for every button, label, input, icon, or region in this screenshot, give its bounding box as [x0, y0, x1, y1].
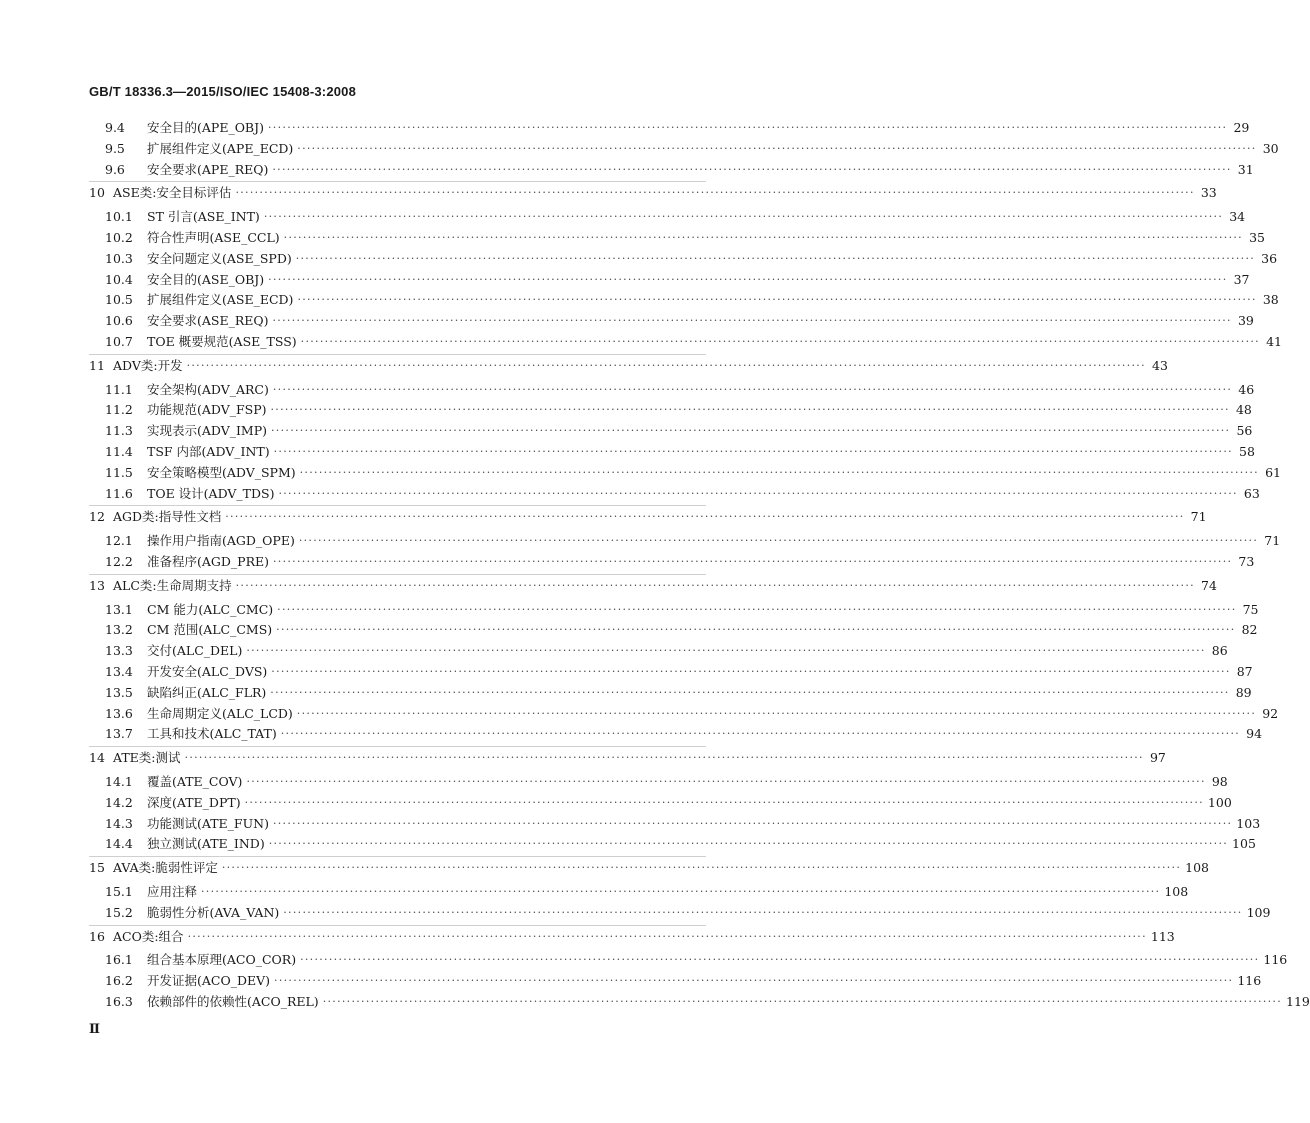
toc-entry-number: 13: [89, 577, 105, 593]
toc-subsection-entry[interactable]: [89, 290, 1279, 310]
toc-entry-number: 10.5: [105, 292, 133, 308]
toc-entry-number: 9.6: [105, 161, 125, 177]
toc-entry-number: 11.6: [105, 485, 133, 501]
toc-entry-page-number: 48: [1235, 402, 1252, 418]
toc-entry-title: 开发安全(ALC_DVS): [147, 664, 268, 679]
dot-leader: ········································································································································································································: [295, 251, 1256, 265]
toc-subsection-entry[interactable]: [89, 118, 1250, 138]
toc-entry-page-number: 100: [1207, 794, 1232, 810]
toc-entry-page-number: 46: [1238, 381, 1255, 397]
toc-entry-page-number: 86: [1211, 643, 1228, 659]
toc-subsection-entry[interactable]: [89, 228, 1265, 248]
section-divider: [89, 505, 706, 506]
toc-entry-page-number: 108: [1185, 860, 1210, 876]
toc-entry-page-number: 41: [1266, 334, 1282, 349]
toc-entry-title: TSF 内部(ADV_INT): [147, 444, 270, 459]
toc-entry-page-number: 35: [1249, 230, 1265, 245]
toc-entry-number: 10.4: [105, 271, 133, 287]
toc-entry-number: 10: [89, 185, 105, 201]
toc-subsection-entry[interactable]: [89, 531, 1281, 551]
toc-entry-title: 安全要求(APE_REQ): [147, 161, 269, 177]
toc-entry-number: 16: [89, 928, 105, 944]
dot-leader: ········································································································································································································: [184, 751, 1144, 765]
dot-leader: ········································································································································································································: [300, 953, 1260, 967]
toc-entry-number: 11.2: [105, 402, 133, 418]
toc-subsection-entry[interactable]: [89, 950, 1288, 970]
toc-entry-title: 安全问题定义(ASE_SPD): [147, 250, 292, 266]
dot-leader: ········································································································································································································: [296, 706, 1257, 720]
toc-entry-page-number: 116: [1263, 952, 1288, 968]
toc-entry-page-number: 30: [1262, 140, 1279, 156]
toc-entry-title: TOE 概要规范(ASE_TSS): [147, 334, 297, 349]
toc-subsection-entry[interactable]: [89, 882, 1189, 902]
toc-entry-title: ST 引言(ASE_INT): [147, 209, 260, 225]
toc-entry-title: 准备程序(AGD_PRE): [147, 554, 269, 569]
toc-entry-title: 深度(ATE_DPT): [147, 794, 241, 810]
toc-entry-number: 9.4: [105, 120, 125, 135]
toc-entry-number: 15.2: [105, 904, 133, 920]
toc-entry-title: 开发证据(ACO_DEV): [147, 973, 271, 989]
toc-subsection-entry[interactable]: [89, 772, 1228, 792]
toc-entry-number: 11.5: [105, 464, 133, 480]
toc-entry-number: 11.1: [105, 381, 133, 397]
toc-entry-title: 操作用户指南(AGD_OPE): [147, 533, 295, 549]
toc-subsection-entry[interactable]: [89, 207, 1246, 227]
toc-entry-title: CM 能力(ALC_CMC): [147, 601, 274, 617]
dot-leader: ········································································································································································································: [297, 293, 1257, 307]
toc-entry-page-number: 39: [1237, 313, 1254, 329]
toc-entry-number: 14.3: [105, 815, 133, 831]
toc-entry-title: AVA类:脆弱性评定: [113, 860, 218, 876]
dot-leader: ········································································································································································································: [298, 534, 1259, 548]
toc-entry-number: 11.4: [105, 444, 133, 459]
toc-entry-page-number: 36: [1261, 250, 1278, 266]
toc-entry-number: 16.1: [105, 952, 133, 968]
toc-entry-title: TOE 设计(ADV_TDS): [147, 485, 275, 501]
toc-entry-page-number: 71: [1190, 509, 1207, 525]
toc-entry-title: 实现表示(ADV_IMP): [147, 423, 268, 439]
toc-subsection-entry[interactable]: [89, 971, 1262, 991]
toc-entry-number: 13.6: [105, 705, 133, 721]
toc-section-entry[interactable]: [89, 858, 1210, 878]
toc-entry-number: 12.2: [105, 554, 133, 569]
toc-entry-number: 13.5: [105, 684, 133, 700]
toc-entry-title: 组合基本原理(ACO_COR): [147, 952, 297, 968]
toc-subsection-entry[interactable]: [89, 641, 1228, 661]
toc-subsection-entry[interactable]: [89, 903, 1271, 923]
toc-entry-page-number: 98: [1211, 774, 1228, 789]
toc-entry-title: CM 范围(ALC_CMS): [147, 622, 273, 638]
toc-entry-number: 13.7: [105, 726, 133, 742]
toc-entry-page-number: 94: [1246, 726, 1263, 742]
toc-entry-page-number: 58: [1239, 444, 1255, 459]
dot-leader: ········································································································································································································: [271, 665, 1231, 678]
toc-entry-page-number: 75: [1242, 601, 1259, 617]
toc-subsection-entry[interactable]: [89, 552, 1255, 572]
dot-leader: ········································································································································································································: [244, 795, 1204, 809]
dot-leader: ········································································································································································································: [278, 486, 1238, 500]
dot-leader: ········································································································································································································: [273, 555, 1233, 568]
toc-entry-title: 交付(ALC_DEL): [147, 643, 243, 659]
toc-entry-page-number: 87: [1236, 664, 1253, 679]
toc-entry-title: 安全目的(ASE_OBJ): [147, 271, 265, 287]
toc-entry-page-number: 33: [1200, 185, 1217, 201]
toc-entry-title: 安全策略模型(ADV_SPM): [147, 464, 296, 480]
dot-leader: ········································································································································································································: [280, 727, 1241, 741]
toc-entry-number: 10.3: [105, 250, 133, 266]
toc-entry-number: 14.2: [105, 794, 133, 810]
dot-leader: ········································································································································································································: [273, 445, 1233, 458]
toc-entry-page-number: 82: [1241, 622, 1258, 638]
toc-section-entry[interactable]: [89, 576, 1217, 596]
toc-entry-number: 14.4: [105, 836, 133, 852]
toc-entry-page-number: 61: [1265, 464, 1281, 480]
toc-entry-number: 13.2: [105, 622, 133, 638]
dot-leader: ········································································································································································································: [297, 141, 1257, 155]
dot-leader: ········································································································································································································: [277, 602, 1237, 616]
toc-entry-title: 安全架构(ADV_ARC): [147, 381, 269, 397]
toc-entry-title: ACO类:组合: [113, 928, 184, 944]
dot-leader: ········································································································································································································: [274, 974, 1234, 988]
toc-entry-page-number: 89: [1235, 684, 1252, 700]
dot-leader: ········································································································································································································: [221, 861, 1182, 875]
section-divider: [89, 856, 706, 857]
toc-entry-title: 扩展组件定义(ASE_ECD): [147, 292, 294, 308]
toc-entry-number: 11: [89, 357, 105, 373]
toc-entry-title: 功能测试(ATE_FUN): [147, 815, 269, 831]
toc-entry-number: 9.5: [105, 140, 125, 156]
toc-entry-page-number: 105: [1232, 836, 1256, 852]
toc-entry-title: 工具和技术(ALC_TAT): [147, 726, 277, 742]
section-divider: [89, 181, 706, 182]
toc-subsection-entry[interactable]: [89, 380, 1255, 400]
toc-subsection-entry[interactable]: [89, 332, 1282, 352]
section-divider: [89, 354, 706, 355]
toc-subsection-entry[interactable]: [89, 620, 1258, 640]
toc-subsection-entry[interactable]: [89, 249, 1278, 269]
toc-section-entry[interactable]: [89, 748, 1166, 768]
toc-entry-page-number: 31: [1237, 161, 1254, 177]
toc-entry-title: ASE类:安全目标评估: [113, 185, 232, 201]
toc-entry-page-number: 103: [1236, 815, 1261, 831]
toc-entry-title: 覆盖(ATE_COV): [147, 774, 243, 789]
toc-subsection-entry[interactable]: [89, 442, 1255, 462]
toc-subsection-entry[interactable]: [89, 400, 1252, 420]
toc-entry-title: ATE类:测试: [113, 750, 181, 766]
toc-section-entry[interactable]: [89, 927, 1175, 947]
toc-entry-title: 生命周期定义(ALC_LCD): [147, 705, 293, 721]
section-divider: [89, 925, 706, 926]
toc-entry-number: 13.1: [105, 601, 133, 617]
page-header: GB/T 18336.3—2015/ISO/IEC 15408-3:2008: [89, 84, 357, 99]
toc-subsection-entry[interactable]: [89, 139, 1279, 159]
toc-subsection-entry[interactable]: [89, 992, 1310, 1012]
toc-section-entry[interactable]: [89, 356, 1168, 376]
toc-entry-title: 独立测试(ATE_IND): [147, 836, 265, 852]
toc-entry-page-number: 63: [1243, 485, 1260, 501]
toc-entry-title: 应用注释: [147, 884, 198, 899]
dot-leader: ········································································································································································································: [263, 210, 1224, 224]
toc-entry-number: 14.1: [105, 774, 133, 789]
dot-leader: ········································································································································································································: [276, 623, 1236, 637]
dot-leader: ········································································································································································································: [235, 578, 1195, 592]
toc-entry-page-number: 29: [1233, 120, 1250, 135]
section-divider: [89, 574, 706, 575]
dot-leader: ········································································································································································································: [271, 424, 1231, 438]
dot-leader: ········································································································································································································: [268, 121, 1228, 134]
toc-entry-page-number: 56: [1236, 423, 1253, 439]
toc-entry-number: 13.3: [105, 643, 133, 659]
toc-subsection-entry[interactable]: [89, 724, 1263, 744]
dot-leader: ········································································································································································································: [283, 231, 1243, 244]
toc-section-entry[interactable]: [89, 507, 1207, 527]
section-divider: [89, 746, 706, 747]
toc-entry-page-number: 43: [1152, 357, 1168, 373]
toc-entry-page-number: 113: [1150, 928, 1175, 944]
toc-entry-title: 缺陷纠正(ALC_FLR): [147, 684, 267, 700]
toc-entry-title: 功能规范(ADV_FSP): [147, 402, 267, 418]
toc-entry-number: 10.7: [105, 334, 133, 349]
toc-entry-number: 11.3: [105, 423, 133, 439]
toc-entry-title: ADV类:开发: [113, 357, 183, 373]
dot-leader: ········································································································································································································: [235, 186, 1195, 200]
toc-entry-page-number: 108: [1164, 884, 1189, 899]
toc-entry-number: 15: [89, 860, 105, 876]
toc-section-entry[interactable]: [89, 183, 1217, 203]
toc-entry-page-number: 116: [1237, 973, 1262, 989]
toc-subsection-entry[interactable]: [89, 421, 1253, 441]
dot-leader: ········································································································································································································: [322, 995, 1283, 1008]
toc-entry-number: 16.3: [105, 994, 133, 1009]
toc-subsection-entry[interactable]: [89, 600, 1259, 620]
toc-entry-number: 12: [89, 509, 105, 525]
toc-entry-number: 16.2: [105, 973, 133, 989]
dot-leader: ········································································································································································································: [201, 885, 1161, 898]
dot-leader: ········································································································································································································: [187, 929, 1147, 943]
toc-entry-number: 15.1: [105, 884, 133, 899]
toc-entry-title: AGD类:指导性文档: [113, 509, 222, 525]
toc-subsection-entry[interactable]: [89, 683, 1252, 703]
page-number-footer: Ⅱ: [89, 1022, 100, 1037]
toc-entry-page-number: 71: [1264, 533, 1281, 549]
toc-subsection-entry[interactable]: [89, 160, 1254, 180]
toc-entry-page-number: 37: [1233, 271, 1250, 287]
dot-leader: ········································································································································································································: [300, 335, 1260, 348]
toc-entry-page-number: 109: [1246, 904, 1271, 920]
toc-subsection-entry[interactable]: [89, 463, 1281, 483]
toc-entry-page-number: 38: [1262, 292, 1279, 308]
toc-entry-title: 依赖部件的依赖性(ACO_REL): [147, 994, 319, 1009]
toc-subsection-entry[interactable]: [89, 484, 1260, 504]
toc-entry-title: 脆弱性分析(AVA_VAN): [147, 904, 280, 920]
dot-leader: ········································································································································································································: [272, 314, 1232, 328]
toc-subsection-entry[interactable]: [89, 662, 1253, 682]
dot-leader: ········································································································································································································: [283, 905, 1243, 919]
dot-leader: ········································································································································································································: [268, 272, 1228, 286]
toc-entry-title: 安全目的(APE_OBJ): [147, 120, 265, 135]
dot-leader: ········································································································································································································: [270, 685, 1230, 699]
dot-leader: ········································································································································································································: [299, 465, 1259, 479]
toc-entry-number: 10.6: [105, 313, 133, 329]
toc-entry-title: 符合性声明(ASE_CCL): [147, 230, 280, 245]
toc-subsection-entry[interactable]: [89, 834, 1256, 854]
toc-entry-number: 13.4: [105, 664, 133, 679]
toc-entry-number: 10.1: [105, 209, 133, 225]
dot-leader: ········································································································································································································: [246, 775, 1206, 788]
dot-leader: ········································································································································································································: [272, 816, 1233, 830]
toc-subsection-entry[interactable]: [89, 270, 1250, 290]
dot-leader: ········································································································································································································: [272, 382, 1233, 396]
toc-entry-page-number: 73: [1238, 554, 1255, 569]
toc-entry-page-number: 119: [1286, 994, 1310, 1009]
toc-subsection-entry[interactable]: [89, 814, 1261, 834]
dot-leader: ········································································································································································································: [186, 358, 1146, 372]
toc-subsection-entry[interactable]: [89, 793, 1232, 813]
toc-entry-page-number: 74: [1201, 577, 1217, 593]
dot-leader: ········································································································································································································: [225, 510, 1185, 524]
dot-leader: ········································································································································································································: [272, 162, 1232, 176]
toc-entry-title: ALC类:生命周期支持: [113, 577, 232, 593]
toc-subsection-entry[interactable]: [89, 311, 1254, 331]
toc-entry-page-number: 92: [1262, 705, 1279, 721]
toc-entry-page-number: 34: [1229, 209, 1246, 225]
dot-leader: ········································································································································································································: [268, 837, 1229, 851]
dot-leader: ········································································································································································································: [270, 403, 1230, 417]
toc-entry-title: 扩展组件定义(APE_ECD): [147, 140, 294, 156]
dot-leader: ········································································································································································································: [246, 644, 1206, 658]
toc-entry-page-number: 97: [1149, 750, 1166, 766]
toc-entry-number: 12.1: [105, 533, 133, 549]
toc-entry-number: 14: [89, 750, 105, 766]
toc-entry-title: 安全要求(ASE_REQ): [147, 313, 269, 329]
toc-entry-number: 10.2: [105, 230, 133, 245]
toc-subsection-entry[interactable]: [89, 704, 1279, 724]
